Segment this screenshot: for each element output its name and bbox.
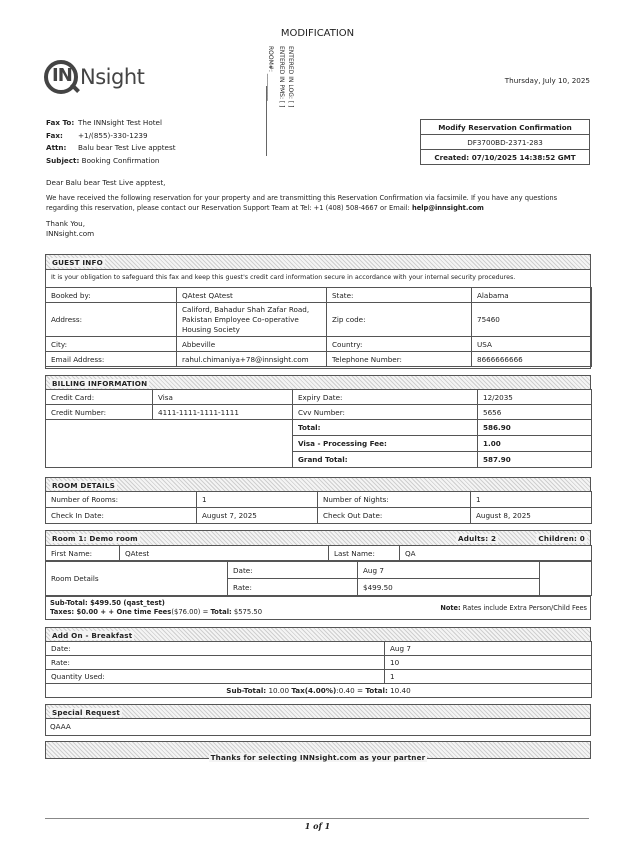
room1-subtotal: Sub-Total: $499.50 (qast_test) — [50, 599, 165, 607]
first-name: QAtest — [120, 546, 329, 561]
fax-to-label: Fax To: — [46, 118, 75, 127]
guest-info-table — [45, 287, 592, 367]
expiry: 12/2035 — [478, 390, 592, 405]
addon-date: Aug 7 — [385, 642, 592, 656]
total: 586.90 — [478, 420, 592, 436]
total-label: Total: — [293, 420, 478, 436]
letter-body — [46, 194, 557, 213]
checkout: August 8, 2025 — [471, 508, 592, 524]
addon-subtotal: 10.00 — [266, 686, 292, 695]
fee: 1.00 — [478, 436, 592, 452]
entry-stamp — [263, 46, 293, 116]
room-details-label: Room Details — [46, 562, 228, 596]
phone: 8666666666 — [472, 352, 592, 367]
card-number: 4111-1111-1111-1111 — [153, 405, 293, 420]
innsight-logo — [44, 58, 154, 104]
guest-info-header: GUEST INFO — [52, 258, 103, 267]
address: Califord, Bahadur Shah Zafar Road, Pakistan Employee Co-operative Housing Society — [177, 303, 327, 337]
cvv: 5656 — [478, 405, 592, 420]
fax-number: +1/(855)-330-1239 — [78, 130, 148, 140]
security-notice: It is your obligation to safeguard this fax and keep this guest's credit card information secure in accordance with your internal security procedures. — [51, 274, 516, 281]
addon-rate-label: Rate: — [46, 656, 385, 670]
phone-label: Telephone Number: — [327, 352, 472, 367]
room1-summary — [45, 596, 591, 620]
card-type: Visa — [153, 390, 293, 405]
document-date: Thursday, July 10, 2025 — [504, 76, 590, 85]
first-name-label: First Name: — [46, 546, 120, 561]
rooms-label: Number of Rooms: — [46, 492, 197, 508]
country-label: Country: — [327, 337, 472, 352]
note-label: Note: — [440, 604, 461, 612]
checkout-label: Check Out Date: — [318, 508, 471, 524]
fax-header — [46, 117, 176, 167]
booked-by: QAtest QAtest — [177, 288, 327, 303]
grand-total: 587.90 — [478, 452, 592, 468]
checkin: August 7, 2025 — [197, 508, 318, 524]
stamp-pms: ENTERED IN PMS: [ ] — [278, 46, 285, 108]
confirmation-title: Modify Reservation Confirmation — [421, 120, 590, 135]
guest-email: rahul.chimaniya+78@innsight.com — [177, 352, 327, 367]
last-name-label: Last Name: — [329, 546, 400, 561]
checkin-label: Check In Date: — [46, 508, 197, 524]
zip: 75460 — [472, 303, 592, 337]
logo-letters: IN — [52, 65, 72, 86]
subject-label: Subject: — [46, 155, 80, 165]
cvv-label: Cvv Number: — [293, 405, 478, 420]
thanks-banner — [45, 741, 591, 762]
fax-label: Fax: — [46, 130, 63, 140]
stamp-room: ROOM#: _________ — [267, 46, 274, 101]
last-name: QA — [400, 546, 592, 561]
signature: INNsight.com — [46, 229, 95, 238]
addon-summary — [46, 684, 592, 698]
expiry-label: Expiry Date: — [293, 390, 478, 405]
room1-total: $575.50 — [231, 608, 263, 616]
grand-total-label: Grand Total: — [293, 452, 478, 468]
room-details-table — [45, 491, 592, 524]
letter-body-line-2: regarding this reservation, please contact our Reservation Support Team at Tel: +1 (408) 508-4667 or Email: — [46, 203, 412, 212]
room1-total-label: Total: — [210, 608, 232, 616]
nights: 1 — [471, 492, 592, 508]
room1-fees-label: + One time Fees — [108, 608, 172, 616]
addon-header: Add On - Breakfast — [52, 631, 133, 640]
confirmation-box — [420, 119, 590, 165]
room-rate-label: Rate: — [228, 579, 358, 596]
special-request-section — [45, 704, 591, 736]
logo-word: Nsight — [80, 65, 145, 89]
state: Alabama — [472, 288, 592, 303]
city: Abbeville — [177, 337, 327, 352]
address-label: Address: — [46, 303, 177, 337]
addon-tax-label: Tax(4.00%) — [291, 686, 337, 695]
addon-qty: 1 — [385, 670, 592, 684]
thanks-banner-text: Thanks for selecting INNsight.com as your partner — [210, 753, 426, 762]
rooms: 1 — [197, 492, 318, 508]
addon-date-label: Date: — [46, 642, 385, 656]
subject: Booking Confirmation — [81, 155, 160, 165]
booked-by-label: Booked by: — [46, 288, 177, 303]
zip-label: Zip code: — [327, 303, 472, 337]
fee-label: Visa - Processing Fee: — [293, 436, 478, 452]
nights-label: Number of Nights: — [318, 492, 471, 508]
room-details-header: ROOM DETAILS — [52, 481, 116, 490]
page-title: MODIFICATION — [280, 28, 355, 39]
addon-total-label: Total: — [365, 686, 388, 695]
greeting: Dear Balu bear Test Live apptest, — [46, 178, 166, 187]
page-number: 1 of 1 — [304, 821, 331, 831]
room-rate: $499.50 — [358, 579, 540, 596]
special-request-header: Special Request — [52, 708, 120, 717]
addon-tax: :0.40 = — [336, 686, 366, 695]
billing-header: BILLING INFORMATION — [52, 379, 148, 388]
addon-subtotal-label: Sub-Total: — [226, 686, 267, 695]
room-date-label: Date: — [228, 562, 358, 579]
attn: Balu bear Test Live apptest — [78, 143, 176, 152]
addon-total: 10.40 — [387, 686, 411, 695]
adults: Adults: 2 — [458, 534, 497, 543]
confirmation-number: DF3700BD-2371-283 — [421, 135, 590, 150]
attn-label: Attn: — [46, 143, 67, 152]
confirmation-created: Created: 07/10/2025 14:38:52 GMT — [421, 150, 590, 165]
room1-header: Room 1: Demo room — [52, 534, 138, 543]
stamp-log: ENTERED IN LOG: [ ] — [287, 46, 294, 108]
room-date: Aug 7 — [358, 562, 540, 579]
billing-table — [45, 389, 592, 468]
fax-to: The INNsight Test Hotel — [78, 118, 162, 127]
room1-taxes: Taxes: $0.00 + — [50, 608, 109, 616]
addon-qty-label: Quantity Used: — [46, 670, 385, 684]
room1-rates-table — [45, 561, 592, 596]
email-label: Email Address: — [46, 352, 177, 367]
special-request-text: QAAA — [50, 722, 71, 731]
country: USA — [472, 337, 592, 352]
letter-body-line-1: We have received the following reservation for your property and are transmitting this Reservation Confirmation via facsimile. If you have any questions — [46, 194, 558, 202]
children: Children: 0 — [538, 534, 585, 543]
room1-fees: ($76.00) = — [171, 608, 211, 616]
thanks: Thank You, — [46, 219, 86, 228]
city-label: City: — [46, 337, 177, 352]
state-label: State: — [327, 288, 472, 303]
addon-table — [45, 641, 592, 698]
card-number-label: Credit Number: — [46, 405, 153, 420]
card-label: Credit Card: — [46, 390, 153, 405]
addon-rate: 10 — [385, 656, 592, 670]
room1-name-table — [45, 545, 592, 561]
support-email-link[interactable]: help@innsight.com — [411, 203, 484, 212]
closing — [46, 219, 94, 239]
note: Rates include Extra Person/Child Fees — [460, 604, 587, 612]
